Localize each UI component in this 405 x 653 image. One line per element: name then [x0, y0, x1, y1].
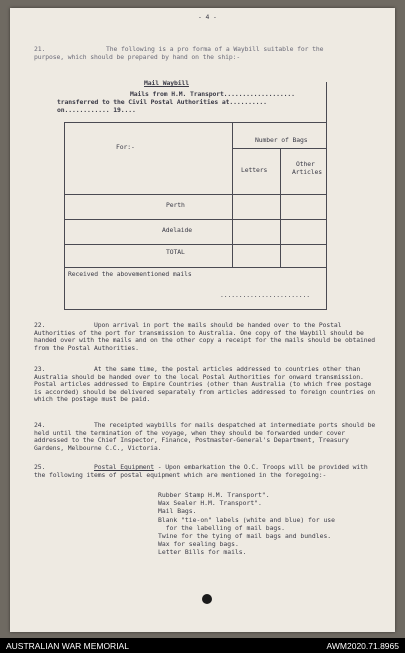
footer-bar	[0, 638, 405, 653]
page-number: - 4 -	[198, 13, 217, 21]
row-adelaide: Adelaide	[162, 226, 192, 234]
equipment-item: Blank "tie-on" labels (white and blue) for use	[158, 515, 335, 524]
equipment-item: Mail Bags.	[158, 507, 197, 516]
waybill-line1: Mails from H.M. Transport...................	[130, 90, 295, 98]
para-22-number: 22.	[34, 321, 46, 329]
col-letters-header: Letters	[241, 166, 268, 174]
para-21-line1: The following is a pro forma of a Waybill suitable for the	[106, 45, 324, 53]
equipment-item: Wax Sealer H.M. Transport".	[158, 499, 262, 508]
waybill-line2: transferred to the Civil Postal Authorities at..........	[57, 98, 267, 106]
para-25	[34, 464, 382, 479]
para-21-number: 21.	[34, 45, 46, 53]
equipment-item: Twine for the tying of mail bags and bundles.	[158, 532, 332, 541]
para-24-text: The receipted waybills for mails despatched at intermediate ports should be held until the termination of the voyage, when they should be forwarded under cover addressed to the Chief Inspector, Finance, Postmaster-General's Department, Treasury Gardens, Melbourne C.C., Victoria.	[34, 421, 376, 452]
col-other-header-1: Other	[296, 160, 315, 168]
col-for-header: For:-	[116, 143, 135, 151]
para-22-text: Upon arrival in port the mails should be handed over to the Postal Authorities of the port for transmission to Australia. One copy of the Waybill should be handed over with the mails and on the other copy a receipt for the mails should be obtained from the Postal Authorities.	[34, 321, 376, 352]
equipment-item: for the labelling of mail bags.	[158, 523, 285, 532]
waybill-line3: on............ 19....	[57, 106, 136, 114]
para-25-text: - Upon embarkation the O.C. Troops will be provided with the following items of postal equipment which are mentioned in the foregoing:-	[34, 463, 368, 479]
col-bags-header: Number of Bags	[255, 136, 308, 144]
signature-dots: ........................	[220, 291, 310, 299]
para-24	[34, 422, 382, 452]
waybill-title: Mail Waybill	[144, 79, 189, 87]
para-23-number: 23.	[34, 365, 46, 373]
footer-institution: AUSTRALIAN WAR MEMORIAL	[6, 641, 129, 651]
equipment-item: Wax for sealing bags.	[158, 540, 239, 549]
document-page	[10, 8, 395, 632]
received-text: Received the abovementioned mails	[68, 270, 192, 278]
para-25-number: 25.	[34, 463, 46, 471]
col-other-header-2: Articles	[292, 168, 322, 176]
para-23-text: At the same time, the postal articles addressed to countries other than Australia should be handed over to the local Postal Authorities for onward transmission. Postal articles addressed to Empire Countries (other than Australia (to which free postage is accorded) should be delivered separately from articles addressed to foreign countries on which the postage must be paid.	[34, 365, 376, 404]
equipment-item: Rubber Stamp H.M. Transport".	[158, 491, 270, 499]
equipment-item: Letter Bills for mails.	[158, 548, 247, 557]
para-25-heading: Postal Equipment	[94, 463, 154, 471]
footer-accession-number: AWM2020.71.8965	[326, 641, 399, 651]
para-21-line2: purpose, which should be prepared by hand on the ship:-	[34, 53, 241, 61]
equipment-list	[158, 491, 335, 557]
row-total: TOTAL	[166, 248, 185, 256]
para-22	[34, 322, 382, 352]
para-24-number: 24.	[34, 421, 46, 429]
para-23	[34, 366, 382, 404]
row-perth: Perth	[166, 201, 185, 209]
punch-hole	[202, 594, 212, 604]
